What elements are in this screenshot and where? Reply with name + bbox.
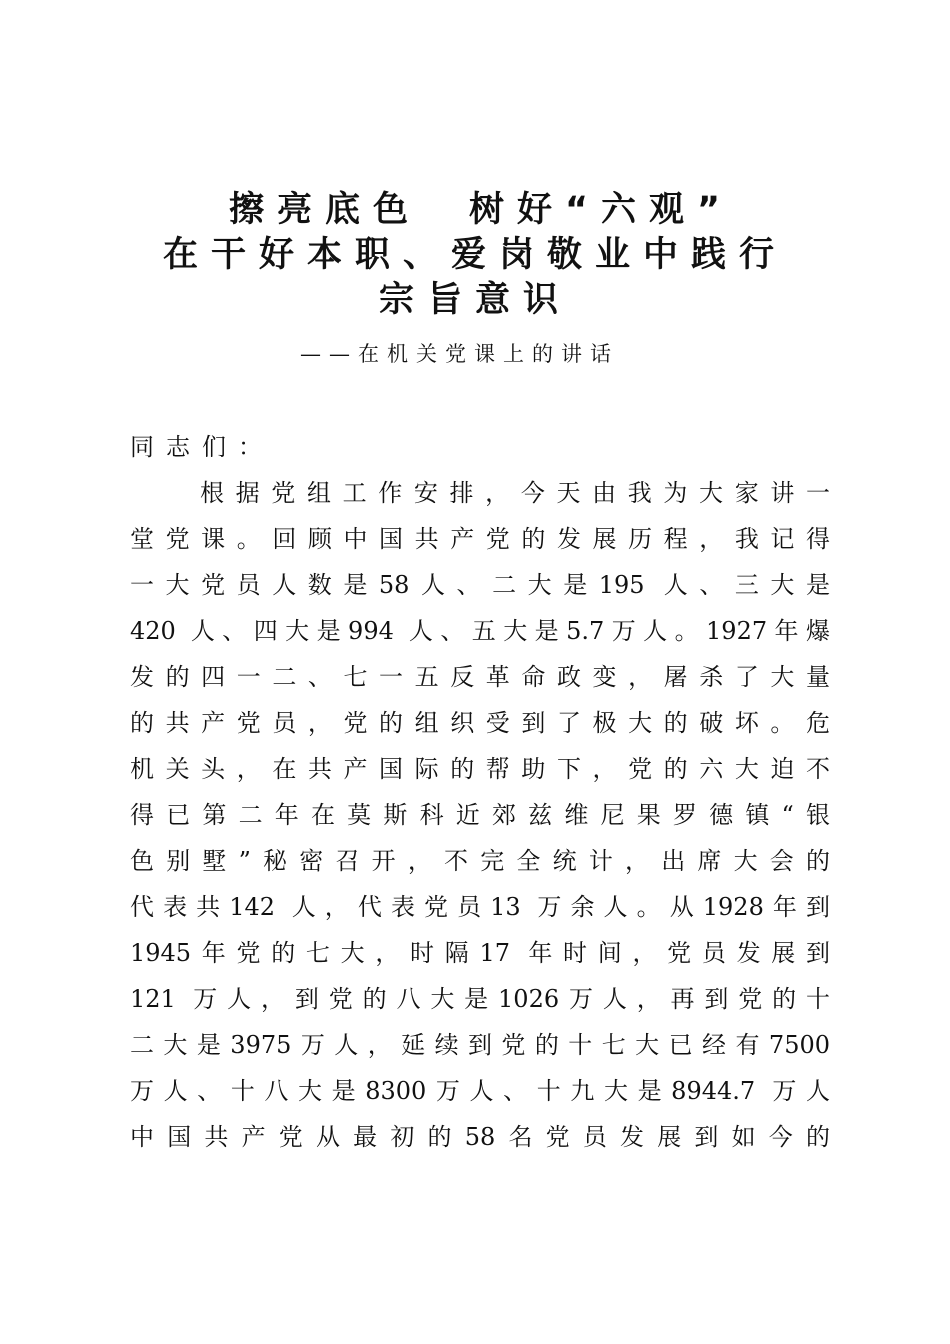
title-line-3: 宗旨意识: [378, 280, 571, 320]
paragraph-line: 1945年党的七大，时隔17 年时间，党员发展到: [130, 939, 830, 967]
paragraph-line: 中国共产党从最初的58名党员发展到如今的: [130, 1123, 830, 1151]
title-line-1: 擦亮底色 树好“六观”: [228, 190, 733, 230]
document-subtitle: ——在机关党课上的讲话: [300, 342, 619, 366]
paragraph-line: 根据党组工作安排，今天由我为大家讲一: [200, 479, 830, 507]
document-body: [130, 424, 830, 1160]
paragraph-line: 万人、十八大是8300万人、十九大是8944.7 万人: [130, 1077, 830, 1105]
title-line-2: 在干好本职、爱岗敬业中践行: [162, 235, 787, 275]
document-title: [0, 188, 950, 323]
paragraph-line: 机关头，在共产国际的帮助下，党的六大迫不: [130, 755, 830, 783]
paragraph-line: 二大是3975万人，延续到党的十七大已经有7500: [130, 1031, 830, 1059]
paragraph-line: 121 万人，到党的八大是1026万人，再到党的十: [130, 985, 830, 1013]
paragraph-line: 420 人、四大是994 人、五大是5.7万人。1927年爆: [130, 617, 830, 645]
paragraph-line: 发的四一二、七一五反革命政变，屠杀了大量: [130, 663, 830, 691]
paragraph-line: 的共产党员，党的组织受到了极大的破坏。危: [130, 709, 830, 737]
paragraph-line: 代表共142 人，代表党员13 万余人。从1928年到: [130, 893, 830, 921]
greeting: 同志们：: [130, 433, 274, 461]
paragraph-line: 一大党员人数是58人、二大是195 人、三大是: [130, 571, 830, 599]
paragraph-line: 色别墅”秘密召开，不完全统计，出席大会的: [130, 847, 830, 875]
paragraph-line: 堂党课。回顾中国共产党的发展历程，我记得: [130, 525, 830, 553]
paragraph-line: 得已第二年在莫斯科近郊兹维尼果罗德镇“银: [130, 801, 830, 829]
